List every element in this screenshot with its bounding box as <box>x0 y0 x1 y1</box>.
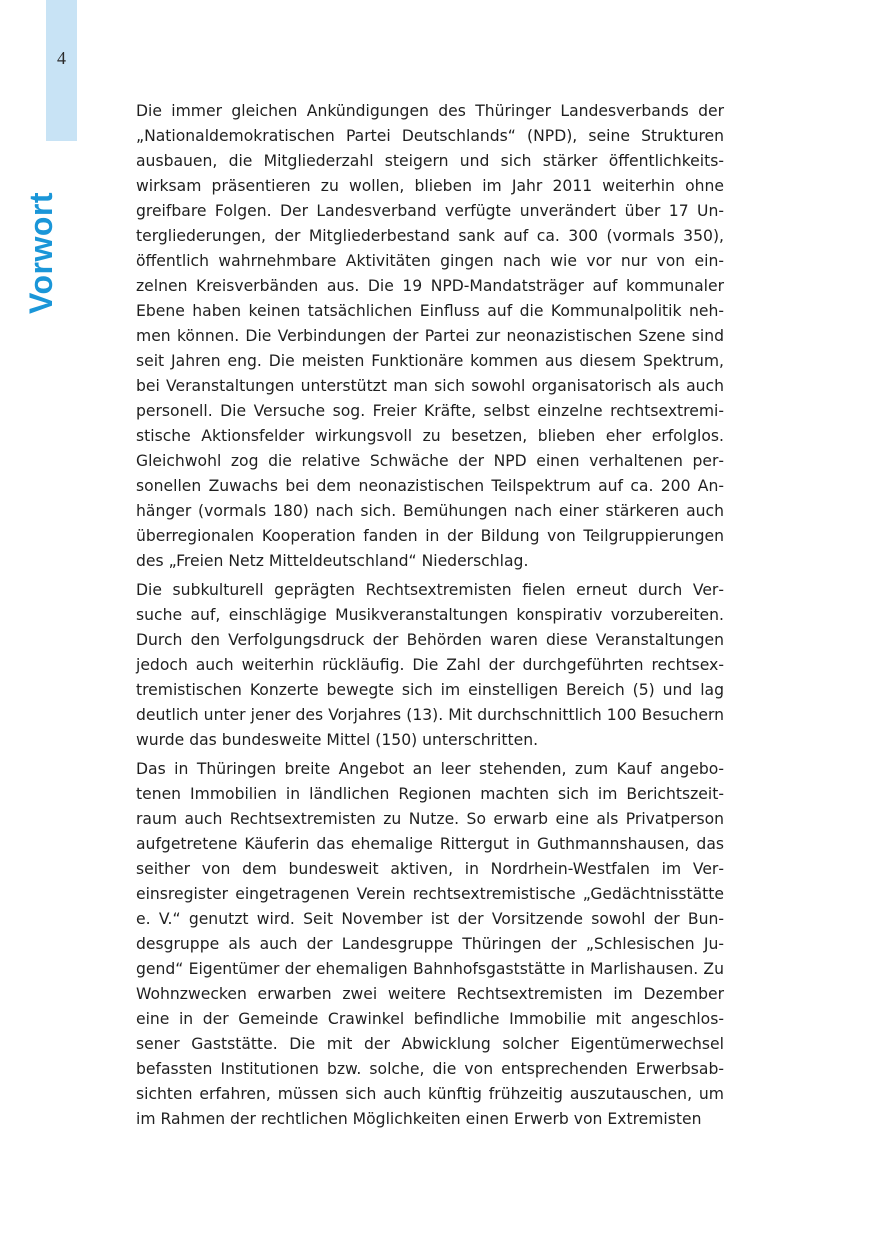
body-text <box>136 99 724 1136</box>
page-number: 4 <box>57 48 66 68</box>
paragraph-1: Die immer gleichen Ankündigungen des Thüringer Landesverbands der „Nationaldemokratischen Partei Deutschlands“ (NPD), seine Strukturen ausbauen, die Mitgliederzahl steigern und sich stärker öffentlichkeitswirksam präsentieren zu wollen, blieben im Jahr 2011 weiterhin ohne greifbare Folgen. Der Landesverband verfügte unverändert über 17 Untergliederungen, der Mitgliederbestand sank auf ca. 300 (vormals 350), öffentlich wahrnehmbare Aktivitäten gingen nach wie vor nur von einzelnen Kreisverbänden aus. Die 19 NPD-Mandatsträger auf kommunaler Ebene haben keinen tatsächlichen Einfluss auf die Kommunalpolitik nehmen können. Die Verbindungen der Partei zur neonazistischen Szene sind seit Jahren eng. Die meisten Funktionäre kommen aus diesem Spektrum, bei Veranstaltungen unterstützt man sich sowohl organisatorisch als auch personell. Die Versuche sog. Freier Kräfte, selbst einzelne rechtsextremistische Aktionsfelder wirkungsvoll zu besetzen, blieben eher erfolglos. Gleichwohl zog die relative Schwäche der NPD einen verhaltenen personellen Zuwachs bei dem neonazistischen Teilspektrum auf ca. 200 Anhänger (vormals 180) nach sich. Bemühungen nach einer stärkeren auch überregionalen Kooperation fanden in der Bildung von Teilgruppierungen des „Freien Netz Mitteldeutschland“ Niederschlag. <box>136 102 724 570</box>
section-tab <box>46 0 77 141</box>
paragraph-2: Die subkulturell geprägten Rechtsextremisten fielen erneut durch Versuche auf, einschlägige Musikveranstaltungen konspirativ vorzubereiten. Durch den Verfolgungsdruck der Behörden waren diese Veranstaltungen jedoch auch weiterhin rückläufig. Die Zahl der durchgeführten rechtsextremistischen Konzerte bewegte sich im einstelligen Bereich (5) und lag deutlich unter jener des Vorjahres (13). Mit durchschnittlich 100 Besuchern wurde das bundesweite Mittel (150) unterschritten. <box>136 581 724 749</box>
section-label: Vorwort <box>23 191 59 314</box>
paragraph-3: Das in Thüringen breite Angebot an leer stehenden, zum Kauf angebotenen Immobilien in ländlichen Regionen machten sich im Berichtszeitraum auch Rechtsextremisten zu Nutze. So erwarb eine als Privatperson aufgetretene Käuferin das ehemalige Rittergut in Guthmannshausen, das seither von dem bundesweit aktiven, in Nordrhein-Westfalen im Vereinsregister eingetragenen Verein rechtsextremistische „Gedächtnisstätte e. V.“ genutzt wird. Seit November ist der Vorsitzende sowohl der Bundesgruppe als auch der Landesgruppe Thüringen der „Schlesischen Jugend“ Eigentümer der ehemaligen Bahnhofsgaststätte in Marlishausen. Zu Wohnzwecken erwarben zwei weitere Rechtsextremisten im Dezember eine in der Gemeinde Crawinkel befindliche Immobilie mit angeschlossener Gaststätte. Die mit der Abwicklung solcher Eigentümerwechsel befassten Institutionen bzw. solche, die von entsprechenden Erwerbsabsichten erfahren, müssen sich auch künftig frühzeitig auszutauschen, um im Rahmen der rechtlichen Möglichkeiten einen Erwerb von Extremisten <box>136 760 724 1128</box>
